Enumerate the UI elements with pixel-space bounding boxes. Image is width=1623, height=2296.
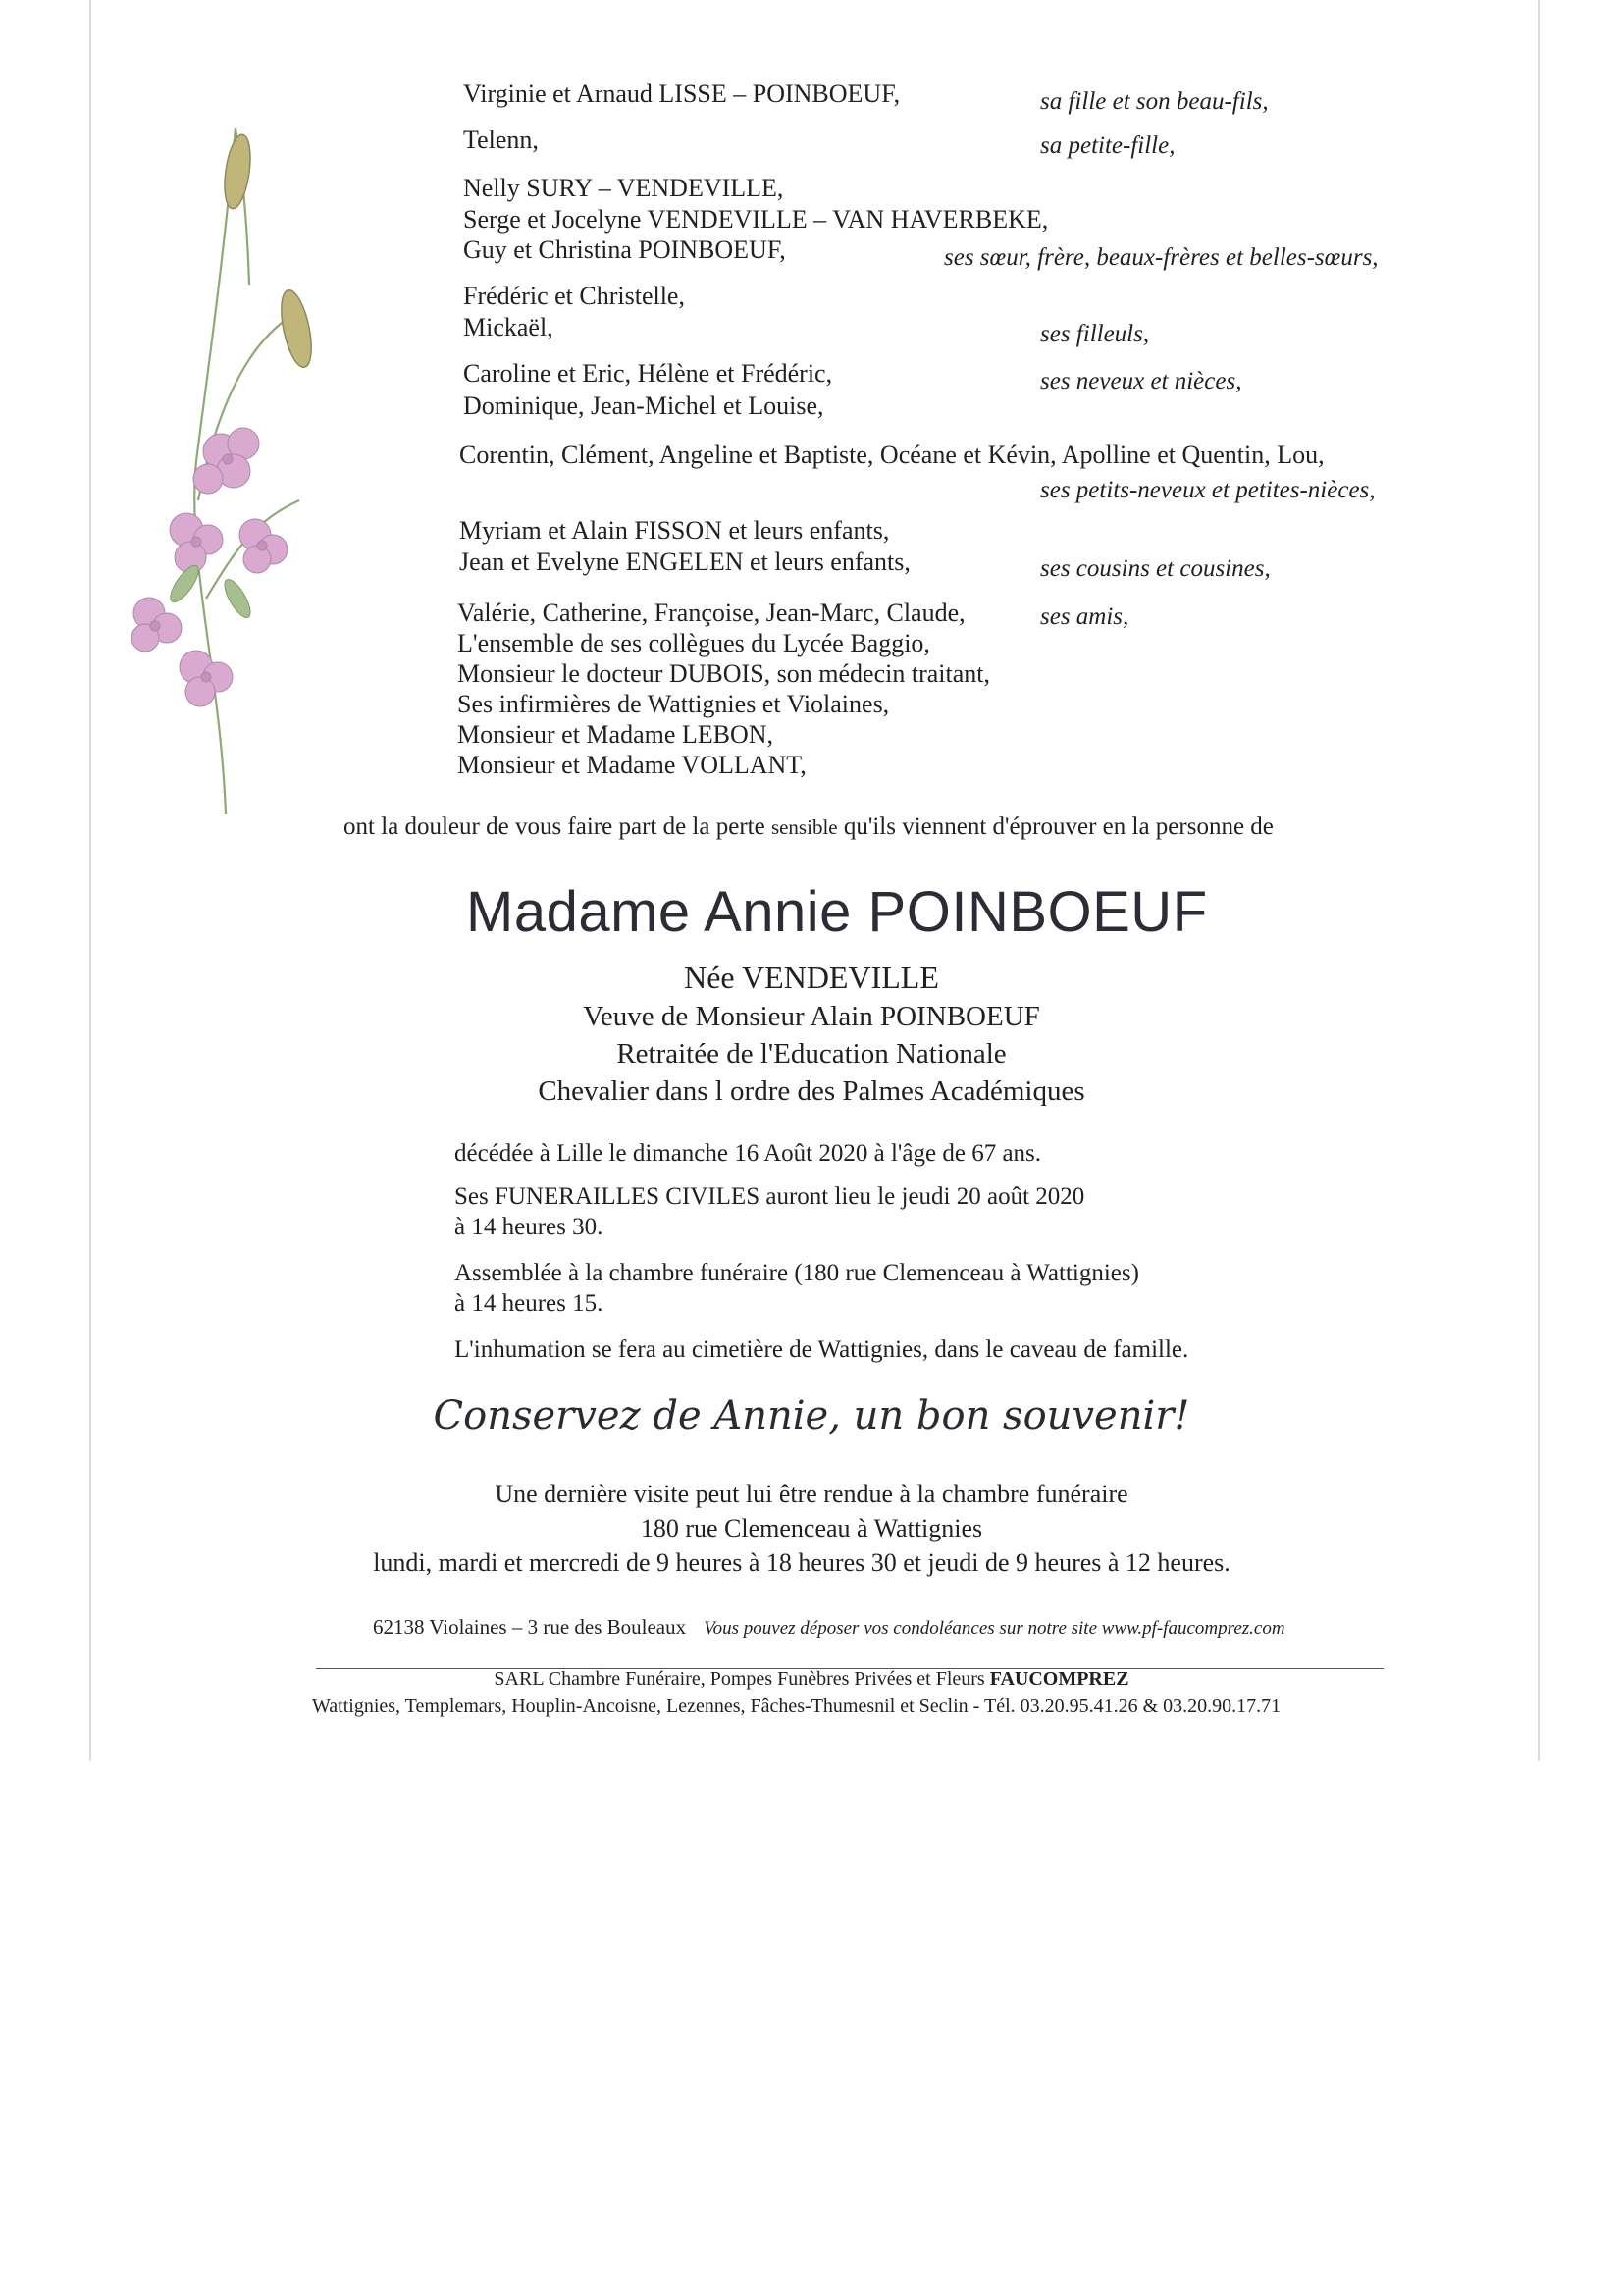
family-relation: ses sœur, frère, beaux-frères et belles-sœurs, xyxy=(944,244,1379,271)
family-names: Valérie, Catherine, Françoise, Jean-Marc, Claude, xyxy=(457,599,966,627)
maiden-name: Née VENDEVILLE xyxy=(684,960,939,995)
company-description: SARL Chambre Funéraire, Pompes Funèbres Privées et Fleurs xyxy=(494,1668,985,1690)
family-names: Virginie et Arnaud LISSE – POINBOEUF, xyxy=(463,79,901,108)
intro-small-text: sensible xyxy=(770,815,838,839)
intro-text: ont la douleur de vous faire part de la perte xyxy=(343,813,765,840)
family-names: Corentin, Clément, Angeline et Baptiste, Océane et Kévin, Apolline et Quentin, Lou, xyxy=(459,441,1325,469)
footer-towns-phone: Wattignies, Templemars, Houplin-Ancoisne, Lezennes, Fâches-Thumesnil et Seclin - Tél. 03.20.95.41.26 & 03.20.90.17.71 xyxy=(312,1696,1282,1717)
footer-address-line xyxy=(373,1615,1285,1640)
family-names: L'ensemble de ses collègues du Lycée Baggio, xyxy=(457,629,930,657)
family-names: Guy et Christina POINBOEUF, xyxy=(463,235,786,264)
family-names: Monsieur et Madame VOLLANT, xyxy=(457,751,807,779)
deceased-name: Madame Annie POINBOEUF xyxy=(466,880,1208,944)
family-relation: sa fille et son beau-fils, xyxy=(1040,88,1269,115)
family-names: Nelly SURY – VENDEVILLE, xyxy=(463,174,784,202)
family-relation: sa petite-fille, xyxy=(1040,132,1176,159)
funeral-time: à 14 heures 30. xyxy=(454,1214,603,1240)
family-names: Jean et Evelyne ENGELEN et leurs enfants, xyxy=(459,548,911,576)
family-names: Serge et Jocelyne VENDEVILLE – VAN HAVERBEKE, xyxy=(463,205,1049,234)
widow-of: Veuve de Monsieur Alain POINBOEUF xyxy=(583,1001,1040,1032)
family-names: Mickaël, xyxy=(463,313,553,341)
family-relation: ses petits-neveux et petites-nièces, xyxy=(1040,477,1376,503)
honor: Chevalier dans l ordre des Palmes Académiques xyxy=(538,1075,1085,1107)
footer-company xyxy=(0,1668,1623,1691)
assembly-info: Assemblée à la chambre funéraire (180 rue Clemenceau à Wattignies) xyxy=(454,1260,1139,1286)
footer-website-note: Vous pouvez déposer vos condoléances sur notre site www.pf-faucomprez.com xyxy=(704,1618,1285,1639)
family-names: Caroline et Eric, Hélène et Frédéric, xyxy=(463,359,833,388)
company-name: FAUCOMPREZ xyxy=(989,1668,1129,1690)
family-names: Monsieur le docteur DUBOIS, son médecin traitant, xyxy=(457,659,990,688)
family-names: Dominique, Jean-Michel et Louise, xyxy=(463,391,824,420)
memorial-motto: Conservez de Annie, un bon souvenir! xyxy=(433,1393,1190,1438)
family-names: Monsieur et Madame LEBON, xyxy=(457,720,774,749)
family-relation: ses neveux et nièces, xyxy=(1040,368,1242,394)
family-names: Telenn, xyxy=(463,126,539,154)
family-relation: ses amis, xyxy=(1040,603,1129,630)
death-notice: décédée à Lille le dimanche 16 Août 2020 à l'âge de 67 ans. xyxy=(454,1140,1042,1167)
announcement-intro xyxy=(343,813,1274,841)
footer-address: 62138 Violaines – 3 rue des Bouleaux xyxy=(373,1615,687,1639)
assembly-time: à 14 heures 15. xyxy=(454,1290,603,1317)
profession: Retraitée de l'Education Nationale xyxy=(616,1038,1007,1070)
family-relation: ses filleuls, xyxy=(1040,321,1150,347)
burial-info: L'inhumation se fera au cimetière de Wattignies, dans le caveau de famille. xyxy=(454,1336,1189,1363)
family-names: Myriam et Alain FISSON et leurs enfants, xyxy=(459,516,890,545)
visit-address: 180 rue Clemenceau à Wattignies xyxy=(640,1514,983,1542)
visit-hours: lundi, mardi et mercredi de 9 heures à 18 heures 30 et jeudi de 9 heures à 12 heures. xyxy=(373,1548,1230,1577)
flower-illustration xyxy=(128,88,324,834)
intro-text: qu'ils viennent d'éprouver en la personne de xyxy=(843,813,1274,840)
visit-line: Une dernière visite peut lui être rendue à la chambre funéraire xyxy=(495,1480,1128,1508)
funeral-info: Ses FUNERAILLES CIVILES auront lieu le jeudi 20 août 2020 xyxy=(454,1183,1085,1210)
family-names: Frédéric et Christelle, xyxy=(463,282,685,310)
family-relation: ses cousins et cousines, xyxy=(1040,555,1271,582)
family-names: Ses infirmières de Wattignies et Violaines, xyxy=(457,690,890,718)
